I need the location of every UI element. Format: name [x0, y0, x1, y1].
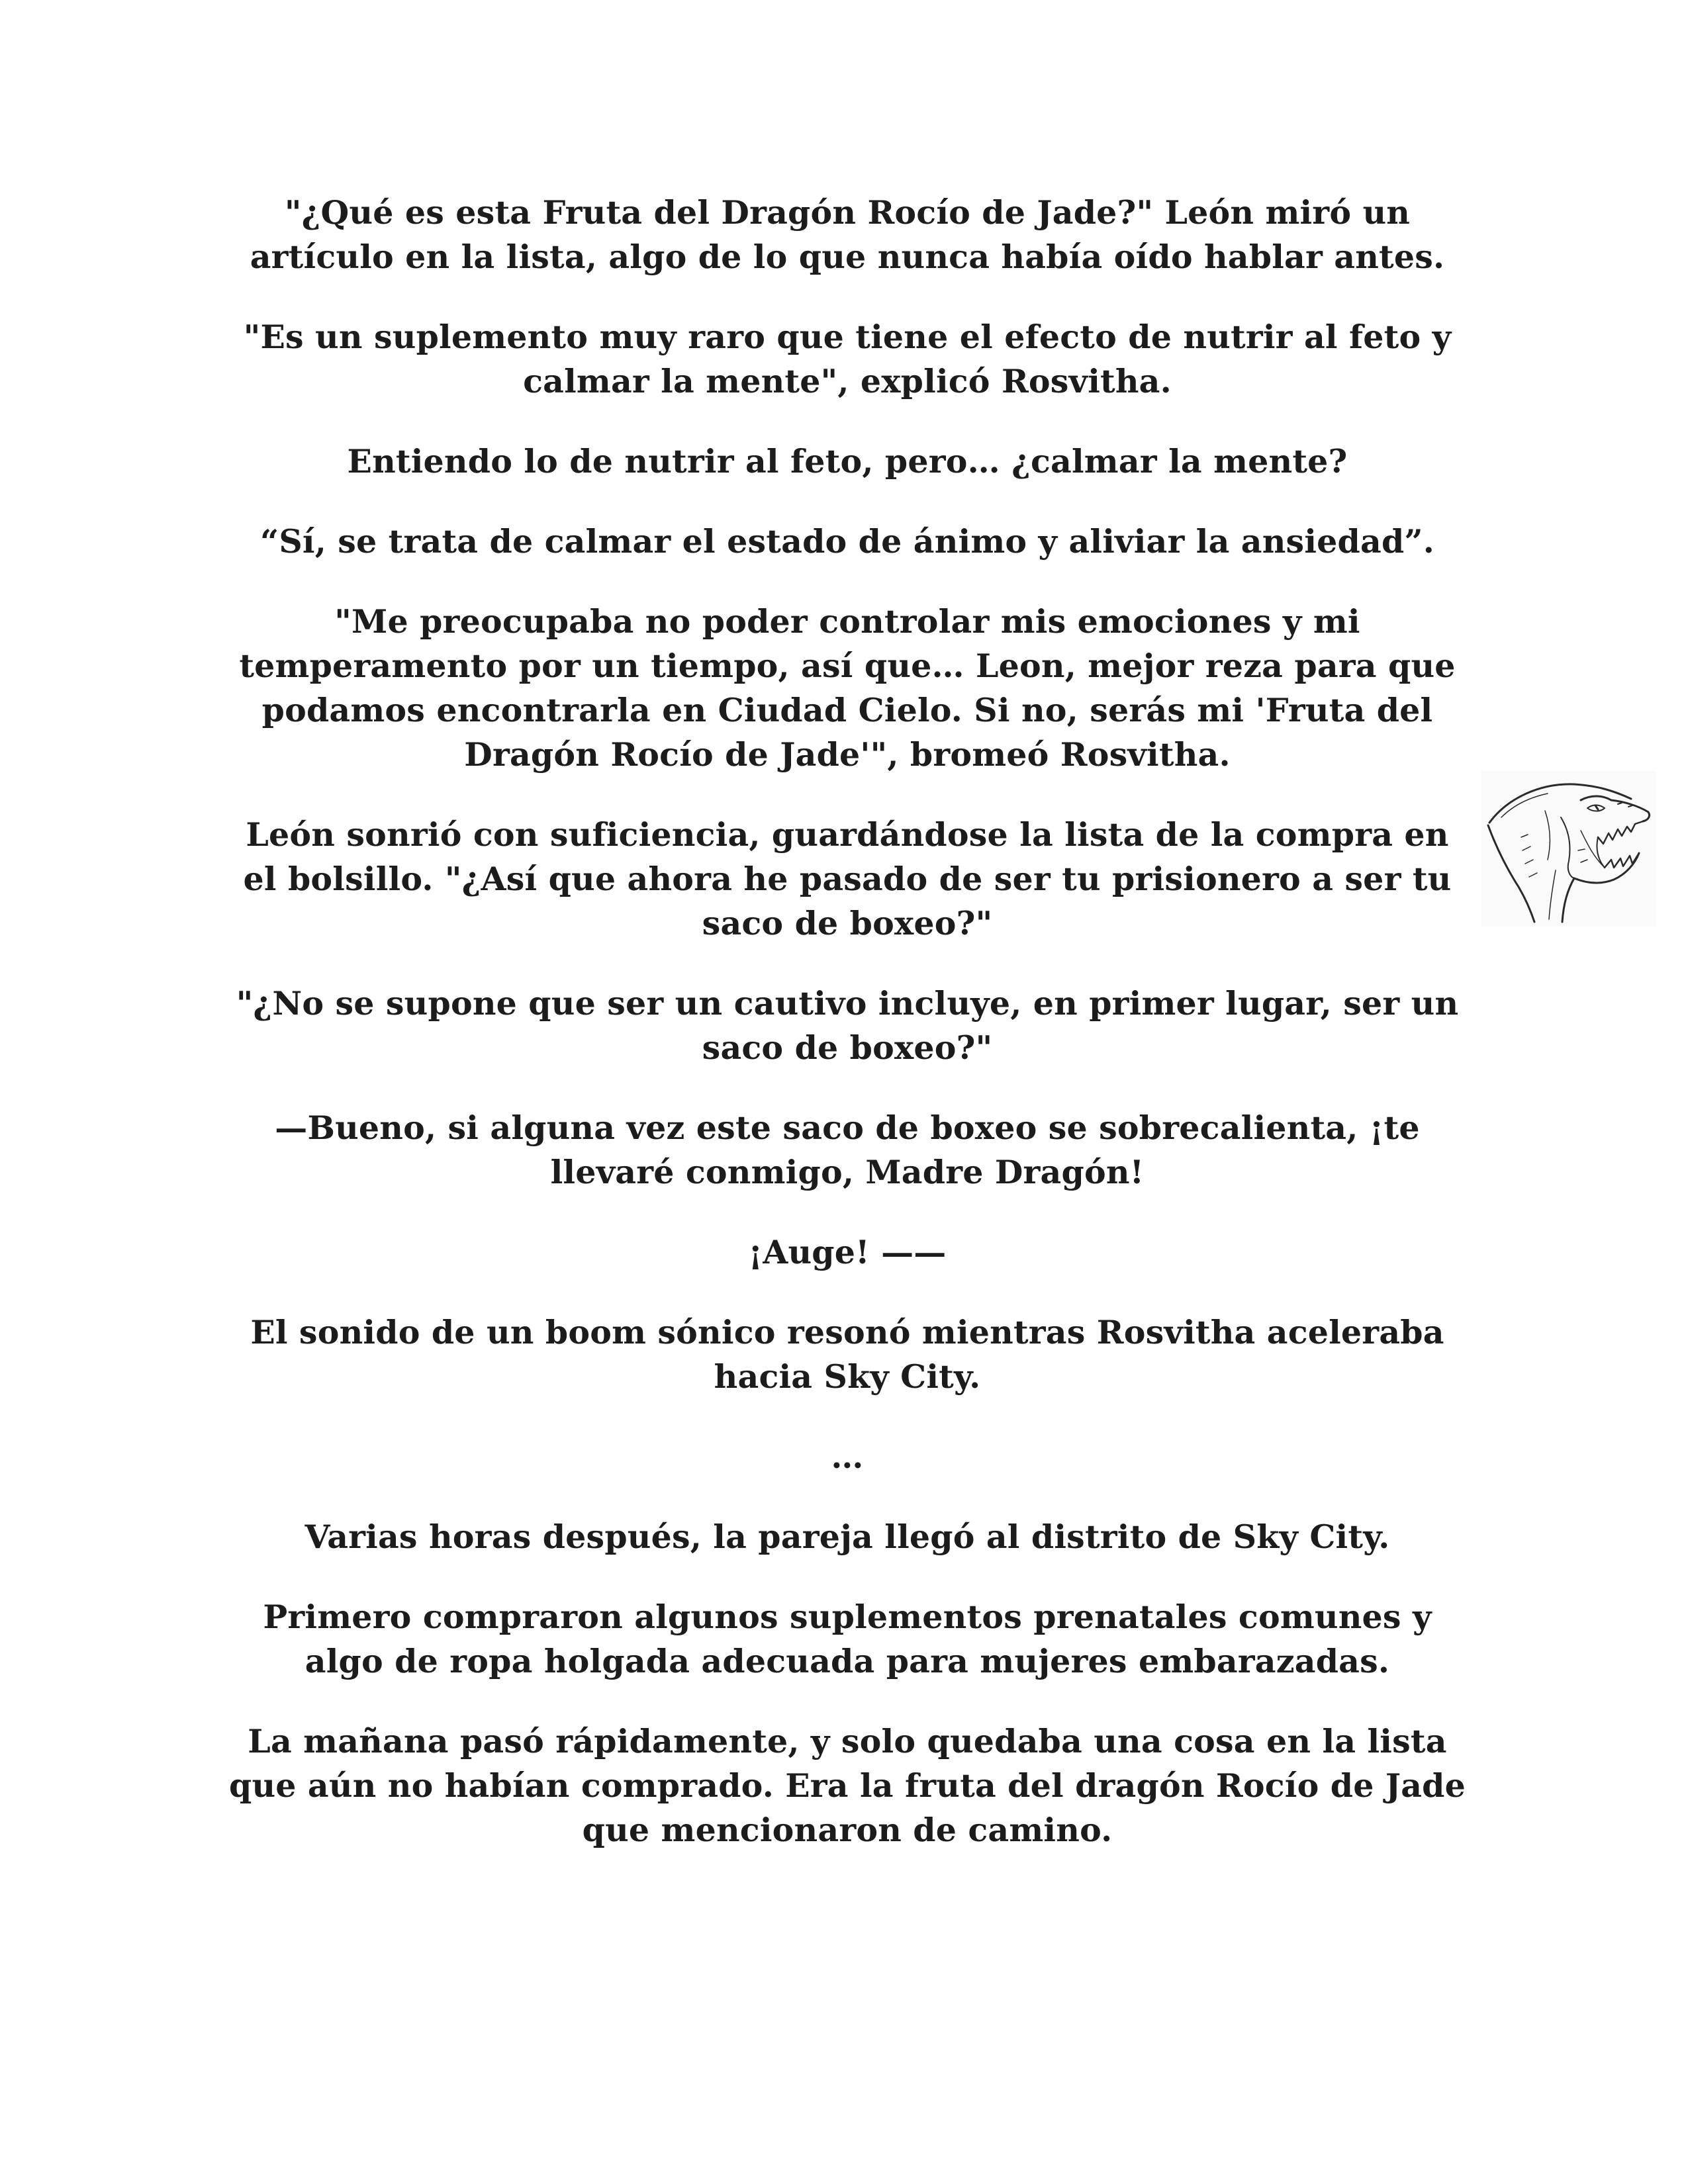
paragraph-4: “Sí, se trata de calmar el estado de ánimo y aliviar la ansiedad”. [259, 522, 1435, 561]
paragraph-8: —Bueno, si alguna vez este saco de boxeo se sobrecalienta, ¡te llevaré conmigo, Madre Dragón! [275, 1109, 1420, 1191]
paragraph-3: Entiendo lo de nutrir al feto, pero… ¿calmar la mente? [347, 442, 1348, 480]
paragraph-1: "¿Qué es esta Fruta del Dragón Rocío de Jade?" León miró un artículo en la lista, algo de lo que nunca había oído hablar antes. [250, 193, 1445, 276]
paragraph-2: "Es un suplemento muy raro que tiene el efecto de nutrir al feto y calmar la mente", explicó Rosvitha. [243, 318, 1452, 400]
paragraph-5: "Me preocupaba no poder controlar mis emociones y mi temperamento por un tiempo, así que… Leon, mejor reza para que podamos encontrarla en Ciudad Cielo. Si no, serás mi 'Fruta del Dragón Rocío de Jade'", bromeó Rosvitha. [239, 602, 1456, 774]
scene-break: … [831, 1437, 864, 1476]
dragon-head-icon [1481, 771, 1656, 927]
paragraph-7: "¿No se supone que ser un cautivo incluye, en primer lugar, ser un saco de boxeo?" [236, 984, 1459, 1067]
paragraph-13: La mañana pasó rápidamente, y solo quedaba una cosa en la lista que aún no habían comprado. Era la fruta del dragón Rocío de Jade que mencionaron de camino. [228, 1722, 1466, 1849]
paragraph-9: ¡Auge! —— [748, 1233, 947, 1271]
paragraph-6: León sonrió con suficiencia, guardándose la lista de la compra en el bolsillo. "¿Así que ahora he pasado de ser tu prisionero a ser tu saco de boxeo?" [243, 815, 1452, 942]
page-body [225, 191, 1470, 1888]
paragraph-11: Varias horas después, la pareja llegó al distrito de Sky City. [305, 1518, 1390, 1556]
paragraph-10: El sonido de un boom sónico resonó mientras Rosvitha aceleraba hacia Sky City. [250, 1313, 1444, 1396]
paragraph-12: Primero compraron algunos suplementos prenatales comunes y algo de ropa holgada adecuada para mujeres embarazadas. [263, 1598, 1432, 1680]
